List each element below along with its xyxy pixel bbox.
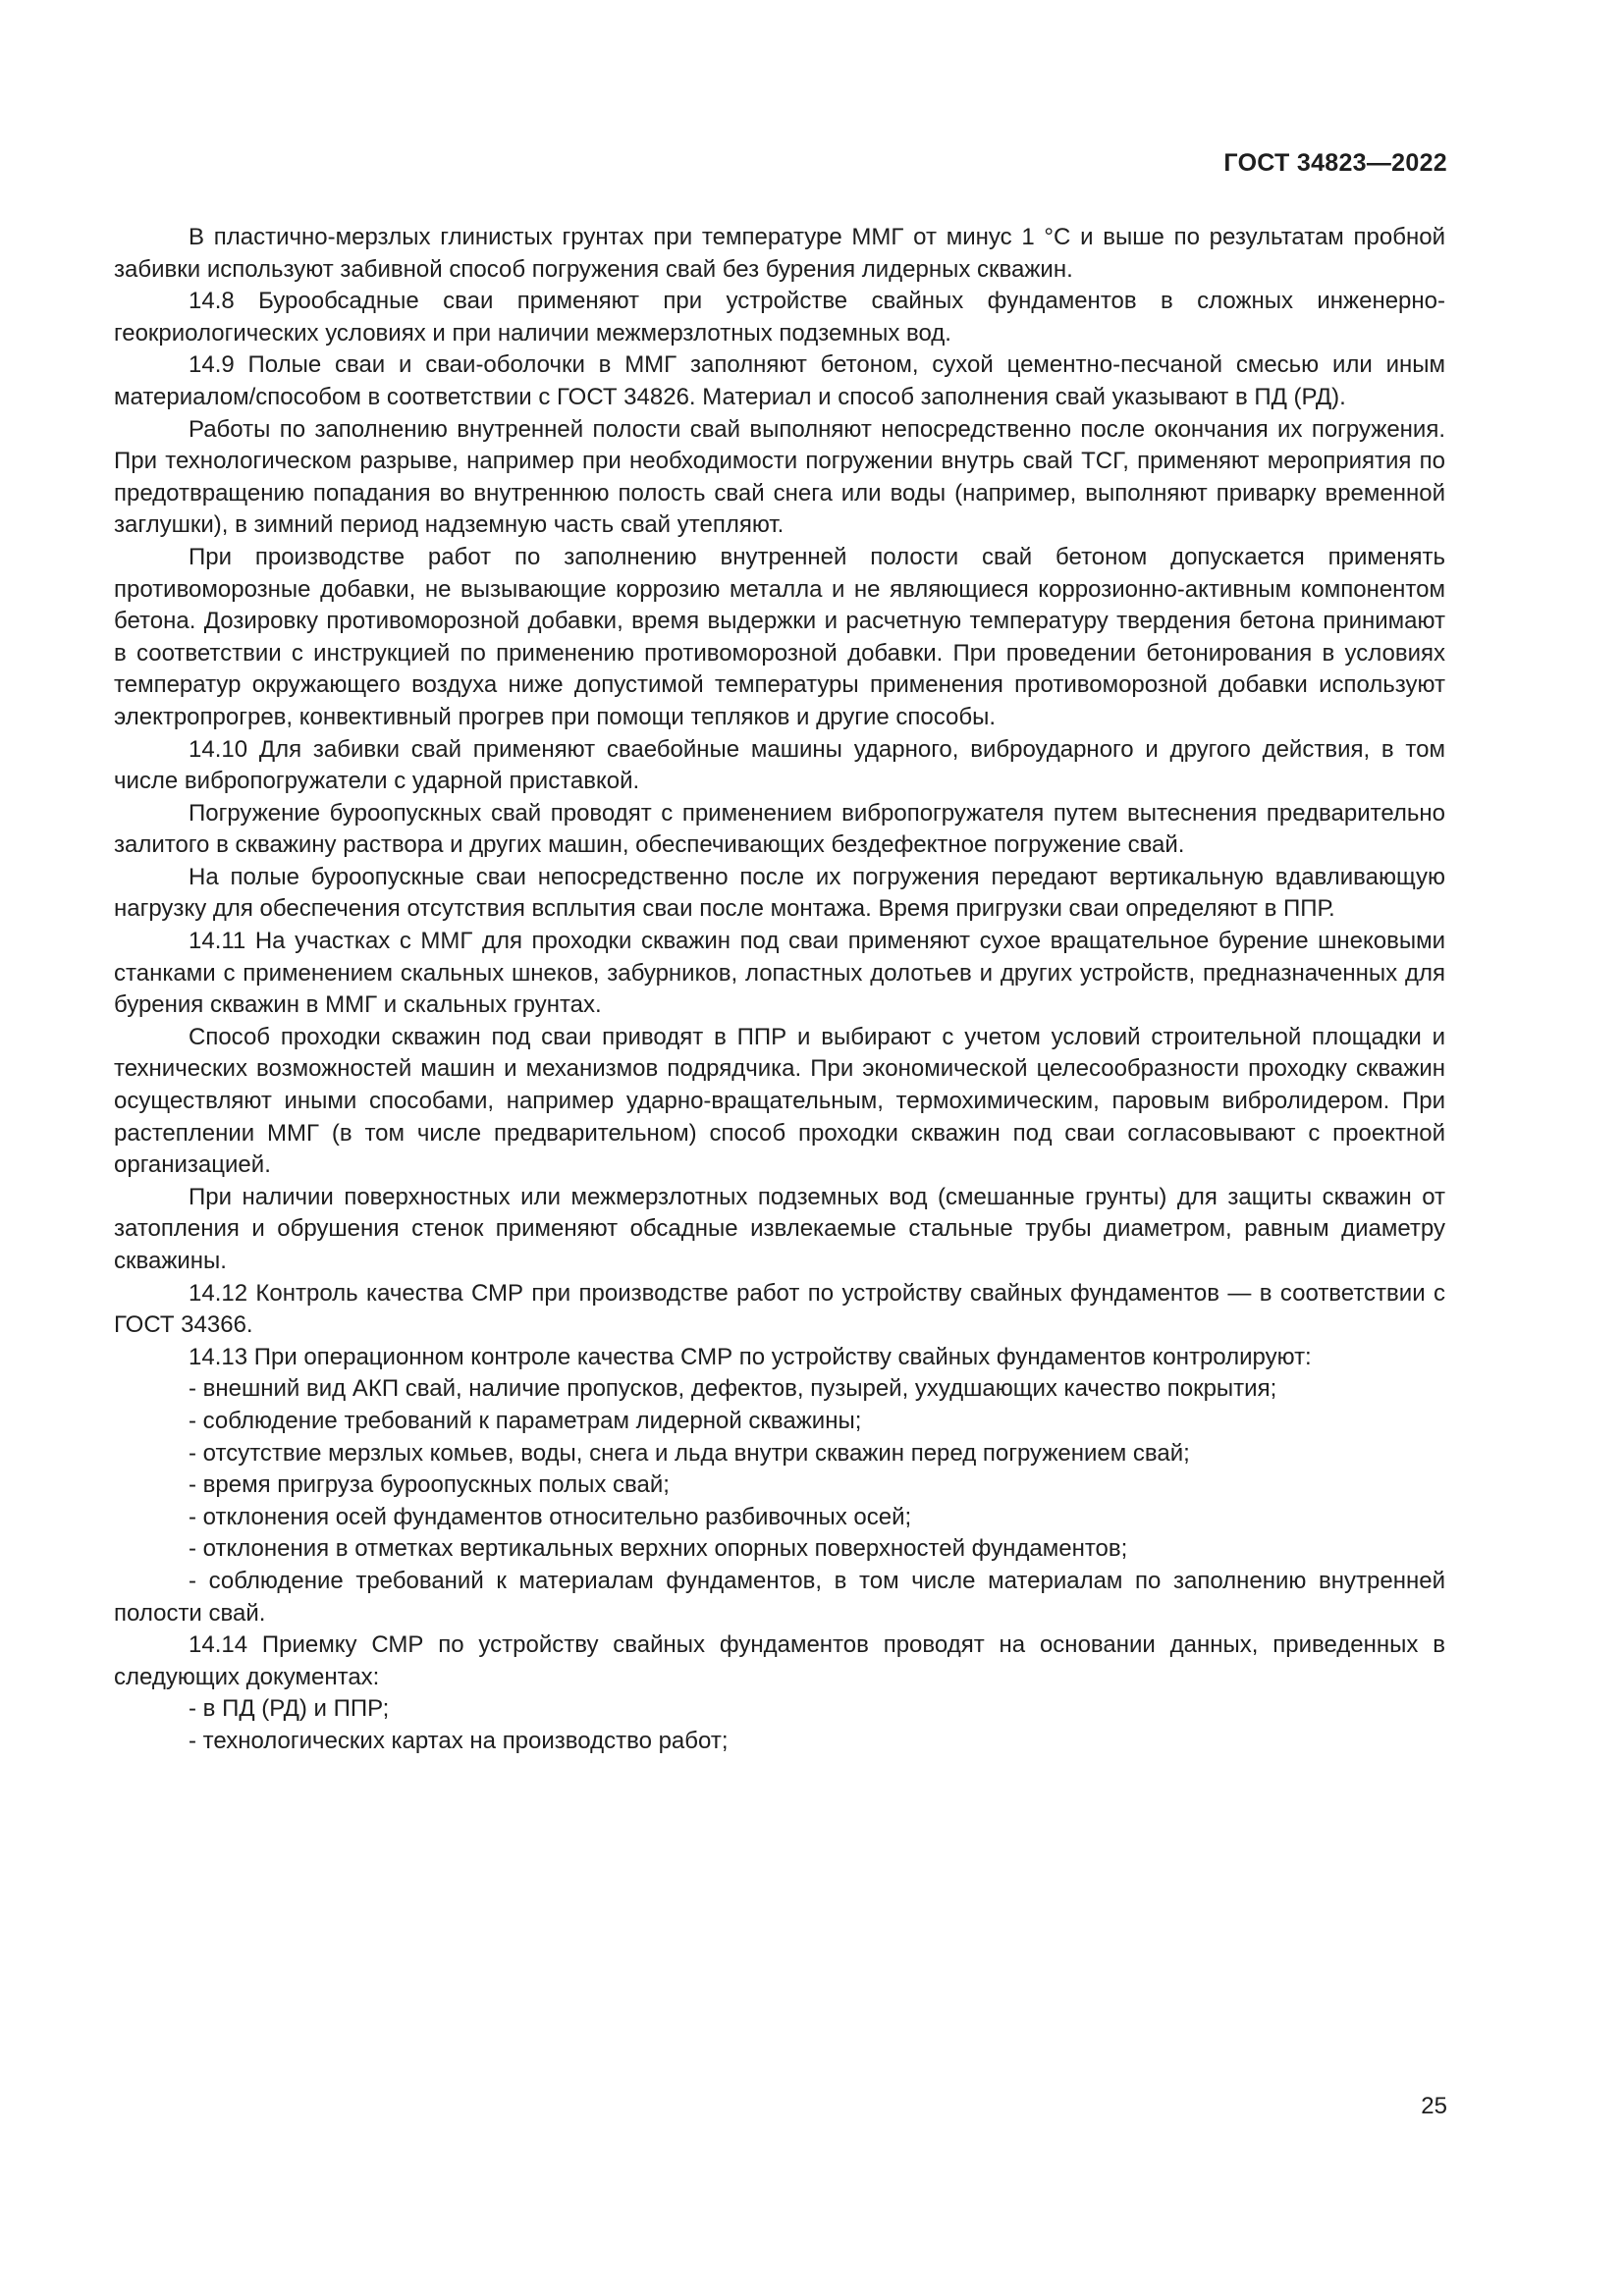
list-item: - отсутствие мерзлых комьев, воды, снега и льда внутри скважин перед погружением свай; (189, 1439, 1190, 1467)
control-list (114, 1373, 1445, 1629)
list-item: - в ПД (РД) и ППР; (189, 1695, 390, 1723)
document-header: ГОСТ 34823—2022 (1223, 149, 1447, 177)
list-item: - время пригруза буроопускных полых свай; (189, 1471, 670, 1499)
list-item: - внешний вид АКП свай, наличие пропусков, дефектов, пузырей, ухудшающих качество покрытия; (189, 1375, 1277, 1403)
paragraph: На полые буроопускные сваи непосредственно после их погружения передают вертикальную вдавливающую нагрузку для обеспечения отсутствия всплытия сваи после монтажа. Время пригрузки сваи определяют в ППР. (114, 863, 1445, 923)
page-number: 25 (1421, 2093, 1447, 2119)
paragraph: 14.11 На участках с ММГ для проходки скважин под сваи применяют сухое вращательное бурение шнековыми станками с применением скальных шнеков, забурников, лопастных долотьев и других устройств, предназначенных для бурения скважин в ММГ и скальных грунтах. (114, 928, 1445, 1019)
paragraph: 14.12 Контроль качества СМР при производстве работ по устройству свайных фундаментов — в соответствии с ГОСТ 34366. (114, 1279, 1445, 1339)
paragraph: 14.14 Приемку СМР по устройству свайных фундаментов проводят на основании данных, приведенных в следующих документах: (114, 1631, 1445, 1690)
list-item: - соблюдение требований к параметрам лидерной скважины; (189, 1407, 862, 1434)
list-item: - отклонения в отметках вертикальных верхних опорных поверхностей фундаментов; (189, 1535, 1128, 1563)
paragraph: Способ проходки скважин под сваи приводят в ППР и выбирают с учетом условий строительной площадки и технических возможностей машин и механизмов подрядчика. При экономической целесообразности проходку скважин осуществляют иными способами, например ударно-вращательным, термохимическим, паровым вибролидером. При растеплении ММГ (в том числе предварительном) способ проходки скважин под сваи согласовывают с проектной организацией. (114, 1023, 1445, 1179)
documents-list (114, 1693, 1445, 1757)
list-item: - отклонения осей фундаментов относительно разбивочных осей; (189, 1503, 912, 1530)
document-body (114, 222, 1445, 1758)
list-item: - технологических картах на производство работ; (189, 1727, 729, 1754)
paragraph: 14.8 Бурообсадные сваи применяют при устройстве свайных фундаментов в сложных инженерно-геокриологических условиях и при наличии межмерзлотных подземных вод. (114, 288, 1445, 347)
list-item: - соблюдение требований к материалам фундаментов, в том числе материалам по заполнению внутренней полости свай. (114, 1567, 1445, 1627)
paragraph: Работы по заполнению внутренней полости свай выполняют непосредственно после окончания их погружения. При технологическом разрыве, например при необходимости погружении внутрь свай ТСГ, применяют мероприятия по предотвращению попадания во внутреннюю полость свай снега или воды (например, выполняют приварку временной заглушки), в зимний период надземную часть свай утепляют. (114, 415, 1445, 539)
paragraph: 14.13 При операционном контроле качества СМР по устройству свайных фундаментов контролируют: (189, 1343, 1312, 1370)
paragraph: В пластично-мерзлых глинистых грунтах при температуре ММГ от минус 1 °С и выше по результатам пробной забивки используют забивной способ погружения свай без бурения лидерных скважин. (114, 224, 1445, 283)
paragraph: При наличии поверхностных или межмерзлотных подземных вод (смешанные грунты) для защиты скважин от затопления и обрушения стенок применяют обсадные извлекаемые стальные трубы диаметром, равным диаметру скважины. (114, 1183, 1445, 1274)
paragraph: Погружение буроопускных свай проводят с применением вибропогружателя путем вытеснения предварительно залитого в скважину раствора и других машин, обеспечивающих бездефектное погружение свай. (114, 799, 1445, 859)
paragraph: 14.10 Для забивки свай применяют сваебойные машины ударного, виброударного и другого действия, в том числе вибропогружатели с ударной приставкой. (114, 735, 1445, 795)
paragraph: 14.9 Полые сваи и сваи-оболочки в ММГ заполняют бетоном, сухой цементно-песчаной смесью или иным материалом/способом в соответствии с ГОСТ 34826. Материал и способ заполнения свай указывают в ПД (РД). (114, 351, 1445, 410)
paragraph: При производстве работ по заполнению внутренней полости свай бетоном допускается применять противоморозные добавки, не вызывающие коррозию металла и не являющиеся коррозионно-активным компонентом бетона. Дозировку противоморозной добавки, время выдержки и расчетную температуру твердения бетона принимают в соответствии с инструкцией по применению противоморозной добавки. При проведении бетонирования в условиях температур окружающего воздуха ниже допустимой температуры применения противоморозной добавки используют электропрогрев, конвективный прогрев при помощи тепляков и другие способы. (114, 543, 1445, 730)
